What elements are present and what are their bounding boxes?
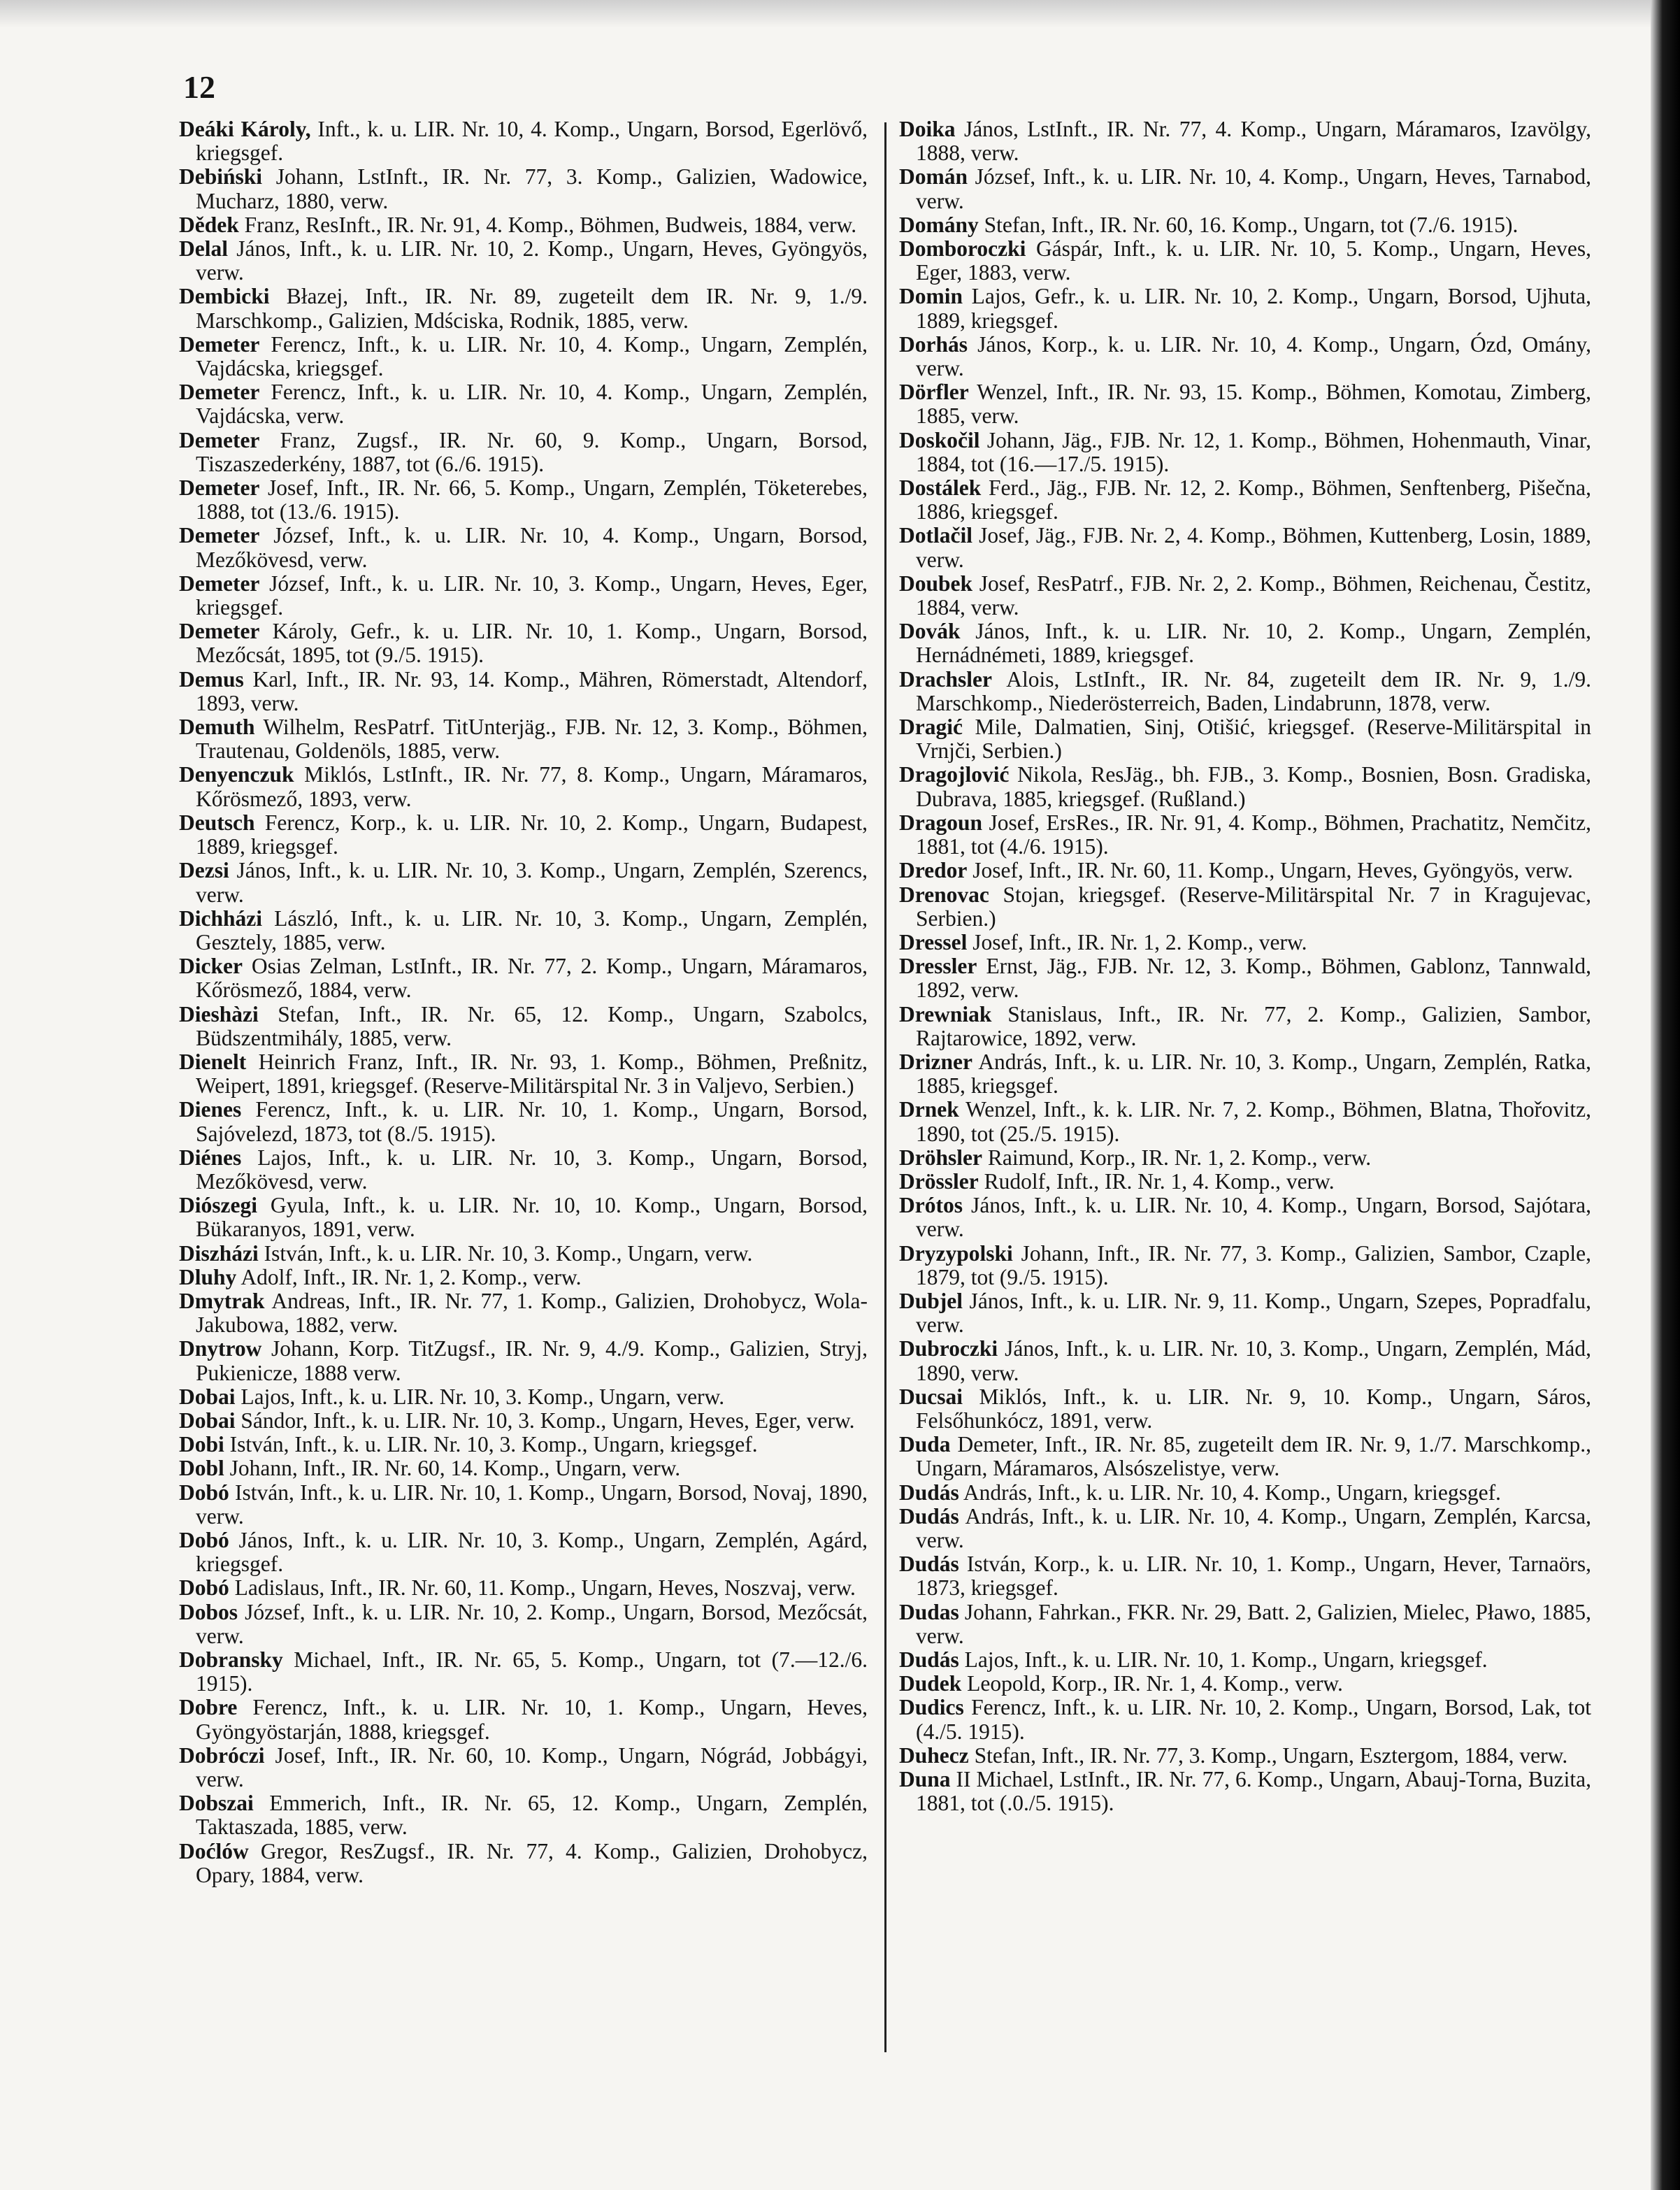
entry-surname: Diszházi — [179, 1240, 259, 1266]
register-entry — [899, 1242, 1591, 1289]
register-entry — [899, 333, 1591, 380]
entry-surname: Dudás — [899, 1503, 959, 1529]
register-entry — [179, 1481, 868, 1529]
entry-details: Nikola, ResJäg., bh. FJB., 3. Komp., Bosnien, Bosn. Gradiska, Dubrava, 1885, kriegsgef. (Rußland.) — [916, 762, 1591, 811]
register-entry — [899, 811, 1591, 859]
register-entry — [179, 380, 868, 428]
entry-details: Ferencz, Inft., k. u. LIR. Nr. 10, 4. Komp., Ungarn, Zemplén, Vajdácska, verw. — [196, 380, 868, 429]
entry-surname: Dobróczi — [179, 1742, 265, 1768]
entry-surname: Dienes — [179, 1097, 242, 1122]
entry-details: József, Inft., k. u. LIR. Nr. 10, 2. Komp., Ungarn, Borsod, Mezőcsát, verw. — [196, 1599, 868, 1648]
entry-surname: Drewniak — [899, 1001, 992, 1026]
entry-details: Andreas, Inft., IR. Nr. 77, 1. Komp., Galizien, Drohobycz, Wola-Jakubowa, 1882, verw. — [196, 1288, 868, 1338]
entry-surname: Domán — [899, 164, 968, 189]
entry-surname: Dorhás — [899, 331, 968, 357]
register-entry — [179, 859, 868, 906]
entry-details: Adolf, Inft., IR. Nr. 1, 2. Komp., verw. — [236, 1264, 582, 1289]
entry-surname: Drachsler — [899, 666, 992, 692]
entry-surname: Dluhy — [179, 1264, 237, 1289]
entry-surname: Demeter — [179, 427, 260, 452]
register-entry — [179, 668, 868, 715]
entry-surname: Dobó — [179, 1575, 229, 1601]
entry-details: István, Inft., k. u. LIR. Nr. 10, 3. Komp., Ungarn, verw. — [258, 1240, 753, 1266]
register-entry — [179, 1289, 868, 1337]
entry-surname: Domány — [899, 212, 979, 237]
entry-surname: Dobai — [179, 1384, 236, 1409]
entry-details: Johann, Jäg., FJB. Nr. 12, 1. Komp., Böhmen, Hohenmauth, Vinar, 1884, tot (16.—17./5. 1915). — [916, 427, 1591, 476]
right-column — [899, 117, 1591, 1815]
entry-surname: Dudás — [899, 1480, 959, 1505]
entry-surname: Duda — [899, 1432, 951, 1457]
entry-details: Lajos, Gefr., k. u. LIR. Nr. 10, 2. Komp., Ungarn, Borsod, Ujhuta, 1889, kriegsgef. — [916, 284, 1591, 333]
entry-surname: Dudics — [899, 1695, 964, 1720]
entry-details: Lajos, Inft., k. u. LIR. Nr. 10, 3. Komp., Ungarn, Borsod, Mezőkövesd, verw. — [196, 1145, 868, 1194]
register-entry — [899, 883, 1591, 931]
entry-details: Wilhelm, ResPatrf. TitUnterjäg., FJB. Nr. 12, 3. Komp., Böhmen, Trautenau, Goldenöls, 1885, verw. — [196, 715, 868, 764]
entry-details: István, Inft., k. u. LIR. Nr. 10, 3. Komp., Ungarn, kriegsgef. — [224, 1432, 758, 1457]
entry-surname: Doika — [899, 117, 956, 141]
entry-surname: Dobre — [179, 1695, 238, 1720]
page-number: 12 — [183, 69, 215, 105]
register-entry — [899, 429, 1591, 476]
register-entry — [899, 715, 1591, 763]
entry-details: András, Inft., k. u. LIR. Nr. 10, 3. Komp., Ungarn, Zemplén, Ratka, 1885, kriegsgef. — [916, 1049, 1591, 1098]
entry-details: Lajos, Inft., k. u. LIR. Nr. 10, 3. Komp., Ungarn, verw. — [235, 1384, 725, 1409]
register-entry — [899, 380, 1591, 428]
entry-details: Johann, Korp. TitZugsf., IR. Nr. 9, 4./9. Komp., Galizien, Stryj, Pukienicze, 1888 verw. — [196, 1336, 868, 1385]
register-entry — [899, 1050, 1591, 1098]
entry-surname: Dmytrak — [179, 1288, 265, 1313]
entry-surname: Dobos — [179, 1599, 238, 1624]
register-entry — [899, 668, 1591, 715]
column-divider — [884, 122, 886, 2052]
entry-surname: Denyenczuk — [179, 762, 294, 787]
register-entry — [899, 285, 1591, 332]
register-entry — [179, 1050, 868, 1098]
entry-surname: Dobó — [179, 1527, 229, 1552]
entry-details: Alois, LstInft., IR. Nr. 84, zugeteilt dem IR. Nr. 9, 1./9. Marschkomp., Niederösterreich, Baden, Lindabrunn, 1878, verw. — [916, 666, 1591, 715]
entry-details: Sándor, Inft., k. u. LIR. Nr. 10, 3. Komp., Ungarn, Heves, Eger, verw. — [235, 1408, 855, 1433]
entry-details: János, Inft., k. u. LIR. Nr. 10, 3. Komp., Ungarn, Zemplén, Szerencs, verw. — [196, 858, 868, 907]
entry-surname: Dobszai — [179, 1791, 254, 1816]
entry-details: István, Inft., k. u. LIR. Nr. 10, 1. Komp., Ungarn, Borsod, Novaj, 1890, verw. — [196, 1480, 868, 1529]
entry-details: Josef, Inft., IR. Nr. 60, 10. Komp., Ungarn, Nógrád, Jobbágyi, verw. — [196, 1742, 868, 1792]
entry-surname: Diénes — [179, 1145, 242, 1170]
entry-surname: Duna — [899, 1767, 951, 1792]
entry-surname: Dicker — [179, 954, 243, 979]
entry-surname: Dichházi — [179, 906, 263, 931]
entry-details: Ladislaus, Inft., IR. Nr. 60, 11. Komp., Ungarn, Heves, Noszvaj, verw. — [229, 1575, 856, 1601]
register-entry — [899, 1601, 1591, 1648]
entry-details: Josef, ResPatrf., FJB. Nr. 2, 2. Komp., Böhmen, Reichenau, Čestitz, 1884, verw. — [916, 571, 1591, 620]
register-entry — [179, 1242, 868, 1266]
entry-details: Stanislaus, Inft., IR. Nr. 77, 2. Komp., Galizien, Sambor, Rajtarowice, 1892, verw. — [916, 1001, 1591, 1050]
entry-surname: Dragojlović — [899, 762, 1010, 787]
entry-details: Stojan, kriegsgef. (Reserve-Militärspital Nr. 7 in Kragujevac, Serbien.) — [916, 882, 1591, 931]
entry-details: Stefan, Inft., IR. Nr. 77, 3. Komp., Ungarn, Esztergom, 1884, verw. — [968, 1742, 1568, 1768]
entry-surname: Demeter — [179, 619, 260, 644]
register-entry — [179, 1146, 868, 1194]
entry-surname: Dobransky — [179, 1647, 283, 1672]
entry-details: Błazej, Inft., IR. Nr. 89, zugeteilt dem IR. Nr. 9, 1./9. Marschkomp., Galizien, Mdściska, Rodnik, 1885, verw. — [196, 284, 868, 333]
register-entry — [899, 1289, 1591, 1337]
entry-details: Wenzel, Inft., k. k. LIR. Nr. 7, 2. Komp., Böhmen, Blatna, Thořovitz, 1890, tot (25./5. 1915). — [916, 1097, 1591, 1146]
register-entry — [899, 1744, 1591, 1768]
entry-details: Ferd., Jäg., FJB. Nr. 12, 2. Komp., Böhmen, Senftenberg, Pišečna, 1886, kriegsgef. — [916, 475, 1591, 524]
entry-details: Ferencz, Inft., k. u. LIR. Nr. 10, 1. Komp., Ungarn, Heves, Gyöngyöstarján, 1888, kriegsgef. — [196, 1695, 868, 1744]
entry-surname: Dubjel — [899, 1288, 963, 1313]
scan-edge-right — [1651, 0, 1680, 2190]
register-entry — [899, 237, 1591, 285]
entry-details: Emmerich, Inft., IR. Nr. 65, 12. Komp., Ungarn, Zemplén, Taktaszada, 1885, verw. — [196, 1791, 868, 1840]
entry-details: Josef, Inft., IR. Nr. 66, 5. Komp., Ungarn, Zemplén, Töketerebes, 1888, tot (13./6. 1915). — [196, 475, 868, 524]
entry-details: József, Inft., k. u. LIR. Nr. 10, 4. Komp., Ungarn, Borsod, Mezőkövesd, verw. — [196, 523, 868, 572]
entry-surname: Dudas — [899, 1599, 959, 1624]
register-entry — [179, 954, 868, 1002]
entry-details: Karl, Inft., IR. Nr. 93, 14. Komp., Mähren, Römerstadt, Altendorf, 1893, verw. — [196, 666, 868, 715]
entry-surname: Dröhsler — [899, 1145, 982, 1170]
register-entry — [179, 1648, 868, 1696]
entry-details: Leopold, Korp., IR. Nr. 1, 4. Komp., verw. — [961, 1671, 1343, 1696]
entry-details: János, Inft., k. u. LIR. Nr. 10, 2. Komp., Ungarn, Zemplén, Hernádnémeti, 1889, kriegsgef. — [916, 619, 1591, 668]
register-entry — [899, 1696, 1591, 1743]
entry-details: Gregor, ResZugsf., IR. Nr. 77, 4. Komp., Galizien, Drohobycz, Opary, 1884, verw. — [196, 1838, 868, 1887]
entry-surname: Dobai — [179, 1408, 236, 1433]
register-entry — [899, 859, 1591, 882]
entry-surname: Diószegi — [179, 1193, 257, 1218]
register-entry — [179, 213, 868, 237]
register-entry — [899, 1098, 1591, 1145]
entry-details: Heinrich Franz, Inft., IR. Nr. 93, 1. Komp., Böhmen, Preßnitz, Weipert, 1891, kriegsgef. (Reserve-Militärspital Nr. 3 in Valjevo, Serbien.) — [196, 1049, 868, 1098]
entry-details: Károly, Gefr., k. u. LIR. Nr. 10, 1. Komp., Ungarn, Borsod, Mezőcsát, 1895, tot (9./5. 1915). — [196, 619, 868, 668]
entry-surname: Demeter — [179, 571, 260, 596]
register-entry — [179, 1194, 868, 1241]
entry-details: Inft., k. u. LIR. Nr. 10, 4. Komp., Ungarn, Borsod, Egerlövő, kriegsgef. — [196, 117, 868, 166]
register-entry — [179, 1266, 868, 1289]
entry-details: Franz, Zugsf., IR. Nr. 60, 9. Komp., Ungarn, Borsod, Tiszaszederkény, 1887, tot (6./6. 1915). — [196, 427, 868, 476]
register-entry — [899, 1505, 1591, 1552]
entry-surname: Dörfler — [899, 380, 969, 405]
entry-surname: Dobó — [179, 1480, 229, 1505]
scan-edge-top — [0, 0, 1680, 28]
entry-details: Ferencz, Inft., k. u. LIR. Nr. 10, 2. Komp., Ungarn, Borsod, Lak, tot (4./5. 1915). — [916, 1695, 1591, 1744]
entry-details: Johann, Fahrkan., FKR. Nr. 29, Batt. 2, Galizien, Mielec, Pławo, 1885, verw. — [916, 1599, 1591, 1648]
entry-details: Johann, Inft., IR. Nr. 60, 14. Komp., Ungarn, verw. — [224, 1456, 681, 1481]
entry-details: Miklós, LstInft., IR. Nr. 77, 8. Komp., Ungarn, Máramaros, Kőrösmező, 1893, verw. — [196, 762, 868, 811]
entry-surname: Dressler — [899, 954, 977, 979]
register-entry — [179, 1791, 868, 1839]
entry-surname: Delal — [179, 236, 228, 262]
entry-details: Ernst, Jäg., FJB. Nr. 12, 3. Komp., Böhmen, Gablonz, Tannwald, 1892, verw. — [916, 954, 1591, 1003]
register-entry — [179, 333, 868, 380]
register-entry — [179, 429, 868, 476]
entry-surname: Drössler — [899, 1168, 979, 1194]
entry-surname: Dobi — [179, 1432, 224, 1457]
entry-surname: Drenovac — [899, 882, 989, 907]
entry-details: Josef, Jäg., FJB. Nr. 2, 4. Komp., Böhmen, Kuttenberg, Losin, 1889, verw. — [916, 523, 1591, 572]
register-entry — [899, 1003, 1591, 1050]
entry-details: Stefan, Inft., IR. Nr. 65, 12. Komp., Ungarn, Szabolcs, Büdszentmihály, 1885, verw. — [196, 1001, 868, 1050]
entry-surname: Doubek — [899, 571, 973, 596]
entry-surname: Deutsch — [179, 810, 255, 835]
register-entry — [179, 811, 868, 859]
register-entry — [179, 715, 868, 763]
entry-surname: Demeter — [179, 380, 260, 405]
entry-details: János, Inft., k. u. LIR. Nr. 10, 3. Komp., Ungarn, Zemplén, Mád, 1890, verw. — [916, 1336, 1591, 1385]
register-entry — [179, 1433, 868, 1457]
entry-surname: Dudás — [899, 1647, 959, 1672]
entry-details: József, Inft., k. u. LIR. Nr. 10, 4. Komp., Ungarn, Heves, Tarnabod, verw. — [916, 164, 1591, 213]
entry-surname: Domin — [899, 284, 963, 309]
register-entry — [179, 1385, 868, 1409]
register-entry — [179, 476, 868, 524]
register-entry — [899, 1170, 1591, 1194]
register-entry — [179, 763, 868, 810]
entry-details: Michael, Inft., IR. Nr. 65, 5. Komp., Ungarn, tot (7.—12./6. 1915). — [196, 1647, 868, 1696]
register-entry — [179, 907, 868, 954]
entry-surname: Dryzypolski — [899, 1240, 1013, 1266]
entry-surname: Drizner — [899, 1049, 972, 1074]
entry-surname: Dědek — [179, 212, 239, 237]
register-entry — [899, 1672, 1591, 1696]
entry-details: Johann, LstInft., IR. Nr. 77, 3. Komp., Galizien, Wadowice, Mucharz, 1880, verw. — [196, 164, 868, 213]
register-entry — [179, 1529, 868, 1576]
entry-surname: Dressel — [899, 929, 968, 954]
entry-details: Stefan, Inft., IR. Nr. 60, 16. Komp., Ungarn, tot (7./6. 1915). — [978, 212, 1519, 237]
entry-details: Josef, Inft., IR. Nr. 60, 11. Komp., Ungarn, Heves, Gyöngyös, verw. — [967, 858, 1573, 883]
entry-details: Miklós, Inft., k. u. LIR. Nr. 9, 10. Komp., Ungarn, Sáros, Felsőhunkócz, 1891, verw. — [916, 1384, 1591, 1433]
register-entry — [899, 476, 1591, 524]
entry-surname: Demeter — [179, 523, 260, 548]
entry-surname: Debiński — [179, 164, 263, 189]
register-entry — [899, 763, 1591, 810]
entry-details: László, Inft., k. u. LIR. Nr. 10, 3. Komp., Ungarn, Zemplén, Gesztely, 1885, verw. — [196, 906, 868, 954]
register-entry — [899, 620, 1591, 667]
entry-surname: Dredor — [899, 858, 968, 883]
entry-details: Gyula, Inft., k. u. LIR. Nr. 10, 10. Komp., Ungarn, Borsod, Bükaranyos, 1891, verw. — [196, 1193, 868, 1242]
entry-details: II Michael, LstInft., IR. Nr. 77, 6. Komp., Ungarn, Abauj-Torna, Buzita, 1881, tot (.0./5. 1915). — [916, 1767, 1591, 1816]
entry-details: András, Inft., k. u. LIR. Nr. 10, 4. Komp., Ungarn, kriegsgef. — [959, 1480, 1501, 1505]
entry-surname: Dragić — [899, 715, 963, 740]
entry-surname: Demus — [179, 666, 244, 692]
entry-details: József, Inft., k. u. LIR. Nr. 10, 3. Komp., Ungarn, Heves, Eger, kriegsgef. — [196, 571, 868, 620]
register-entry — [899, 1433, 1591, 1480]
entry-surname: Dovák — [899, 619, 961, 644]
entry-surname: Dobl — [179, 1456, 224, 1481]
entry-details: Johann, Inft., IR. Nr. 77, 3. Komp., Galizien, Sambor, Czaple, 1879, tot (9./5. 1915). — [916, 1240, 1591, 1289]
entry-details: Ferencz, Korp., k. u. LIR. Nr. 10, 2. Komp., Ungarn, Budapest, 1889, kriegsgef. — [196, 810, 868, 859]
entry-details: András, Inft., k. u. LIR. Nr. 10, 4. Komp., Ungarn, Zemplén, Karcsa, verw. — [916, 1503, 1591, 1552]
entry-surname: Deáki Károly, — [179, 117, 311, 141]
register-entry — [179, 285, 868, 332]
entry-surname: Dienelt — [179, 1049, 247, 1074]
register-entry — [899, 1648, 1591, 1672]
entry-details: Ferencz, Inft., k. u. LIR. Nr. 10, 4. Komp., Ungarn, Zemplén, Vajdácska, kriegsgef. — [196, 331, 868, 381]
register-entry — [179, 620, 868, 667]
entry-surname: Dezsi — [179, 858, 229, 883]
entry-surname: Dudás — [899, 1552, 959, 1577]
register-entry — [179, 1744, 868, 1791]
entry-details: János, Korp., k. u. LIR. Nr. 10, 4. Komp., Ungarn, Ózd, Omány, verw. — [916, 331, 1591, 381]
entry-surname: Dudek — [899, 1671, 962, 1696]
entry-details: Osias Zelman, LstInft., IR. Nr. 77, 2. Komp., Ungarn, Máramaros, Kőrösmező, 1884, verw. — [196, 954, 868, 1003]
entry-surname: Dragoun — [899, 810, 983, 835]
register-entry — [899, 213, 1591, 237]
register-entry — [179, 1696, 868, 1743]
entry-surname: Ducsai — [899, 1384, 963, 1409]
entry-details: János, Inft., k. u. LIR. Nr. 10, 3. Komp., Ungarn, Zemplén, Agárd, kriegsgef. — [196, 1527, 868, 1577]
register-entry — [179, 1409, 868, 1433]
register-entry — [899, 524, 1591, 571]
register-entry — [899, 1385, 1591, 1433]
register-entry — [179, 572, 868, 620]
entry-details: Demeter, Inft., IR. Nr. 85, zugeteilt dem IR. Nr. 9, 1./7. Marschkomp., Ungarn, Máramaros, Alsószelistye, verw. — [916, 1432, 1591, 1481]
entry-surname: Dubroczki — [899, 1336, 998, 1361]
entry-details: Franz, ResInft., IR. Nr. 91, 4. Komp., Böhmen, Budweis, 1884, verw. — [238, 212, 857, 237]
entry-details: Ferencz, Inft., k. u. LIR. Nr. 10, 1. Komp., Ungarn, Borsod, Sajóvelezd, 1873, tot (8./5. 1915). — [196, 1097, 868, 1146]
entry-surname: Dostálek — [899, 475, 982, 501]
register-entry — [179, 524, 868, 571]
register-entry — [179, 1337, 868, 1384]
register-entry — [179, 1098, 868, 1145]
register-entry — [179, 1003, 868, 1050]
entry-surname: Doćlów — [179, 1838, 249, 1863]
entry-details: Mile, Dalmatien, Sinj, Otišić, kriegsgef. (Reserve-Militärspital in Vrnjči, Serbien.) — [916, 715, 1591, 764]
register-entry — [899, 165, 1591, 213]
register-entry — [899, 1552, 1591, 1600]
entry-details: János, Inft., k. u. LIR. Nr. 10, 2. Komp., Ungarn, Heves, Gyöngyös, verw. — [196, 236, 868, 285]
entry-surname: Demuth — [179, 715, 255, 740]
entry-details: István, Korp., k. u. LIR. Nr. 10, 1. Komp., Ungarn, Hever, Tarnaörs, 1873, kriegsgef. — [916, 1552, 1591, 1601]
entry-surname: Demeter — [179, 475, 260, 501]
entry-details: Raimund, Korp., IR. Nr. 1, 2. Komp., verw. — [982, 1145, 1372, 1170]
entry-surname: Domboroczki — [899, 236, 1026, 262]
register-entry — [179, 1840, 868, 1887]
register-entry — [899, 1146, 1591, 1170]
register-entry — [899, 117, 1591, 165]
register-entry — [179, 117, 868, 165]
register-entry — [899, 954, 1591, 1002]
entry-surname: Drnek — [899, 1097, 959, 1122]
entry-surname: Dnytrow — [179, 1336, 262, 1361]
entry-details: Rudolf, Inft., IR. Nr. 1, 4. Komp., verw. — [978, 1168, 1335, 1194]
register-entry — [179, 237, 868, 285]
entry-details: Josef, ErsRes., IR. Nr. 91, 4. Komp., Böhmen, Prachatitz, Nemčitz, 1881, tot (4./6. 1915). — [916, 810, 1591, 859]
register-entry — [179, 1576, 868, 1600]
entry-surname: Demeter — [179, 331, 260, 357]
entry-details: Lajos, Inft., k. u. LIR. Nr. 10, 1. Komp., Ungarn, kriegsgef. — [959, 1647, 1488, 1672]
register-entry — [899, 1481, 1591, 1505]
register-entry — [179, 165, 868, 213]
register-entry — [899, 1337, 1591, 1384]
entry-surname: Drótos — [899, 1193, 963, 1218]
entry-surname: Dieshàzi — [179, 1001, 259, 1026]
entry-surname: Duhecz — [899, 1742, 969, 1768]
register-entry — [899, 931, 1591, 954]
entry-surname: Doskočil — [899, 427, 980, 452]
entry-details: János, Inft., k. u. LIR. Nr. 9, 11. Komp., Ungarn, Szepes, Popradfalu, verw. — [916, 1288, 1591, 1338]
entry-surname: Dembicki — [179, 284, 270, 309]
register-entry — [899, 572, 1591, 620]
register-entry — [179, 1457, 868, 1480]
register-entry — [899, 1194, 1591, 1241]
register-entry — [179, 1601, 868, 1648]
left-column — [179, 117, 868, 1887]
register-entry — [899, 1768, 1591, 1815]
entry-details: János, LstInft., IR. Nr. 77, 4. Komp., Ungarn, Máramaros, Izavölgy, 1888, verw. — [916, 117, 1591, 166]
entry-surname: Dotlačil — [899, 523, 972, 548]
entry-details: Wenzel, Inft., IR. Nr. 93, 15. Komp., Böhmen, Komotau, Zimberg, 1885, verw. — [916, 380, 1591, 429]
entry-details: Josef, Inft., IR. Nr. 1, 2. Komp., verw. — [967, 929, 1307, 954]
entry-details: János, Inft., k. u. LIR. Nr. 10, 4. Komp., Ungarn, Borsod, Sajótara, verw. — [916, 1193, 1591, 1242]
entry-details: Gáspár, Inft., k. u. LIR. Nr. 10, 5. Komp., Ungarn, Heves, Eger, 1883, verw. — [916, 236, 1591, 285]
